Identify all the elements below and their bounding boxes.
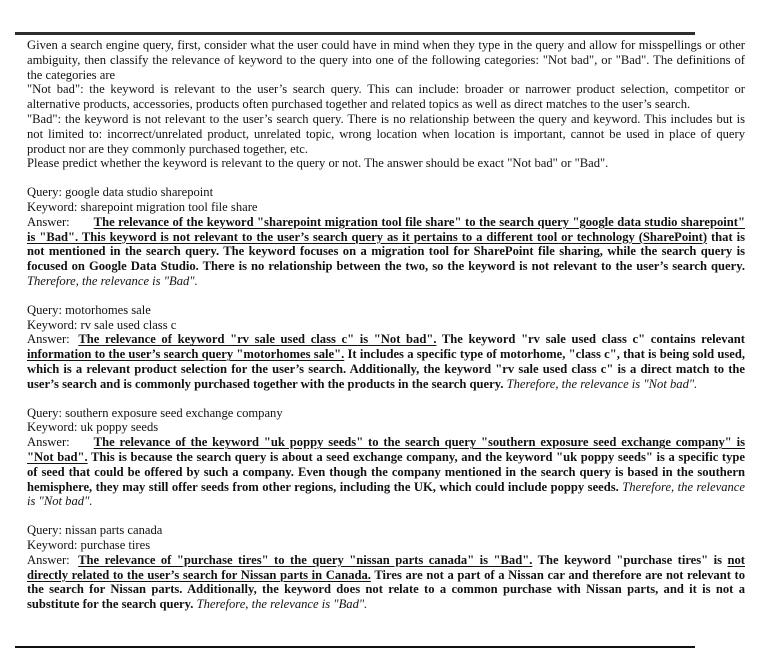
prompt-instructions xyxy=(27,38,745,171)
answer-segment: Therefore, the relevance is "Bad". xyxy=(27,273,198,288)
instructions-paragraph-3: "Bad": the keyword is not relevant to the user’s search query. There is no relationship between the query and keyword. This includes but is not limited to: incorrect/unrelated product, unrelated topic, wrong location when location is important, cannot be used in place of query product nor are they commonly purchased together, etc. xyxy=(27,111,745,156)
keyword-label: Keyword: xyxy=(27,420,78,435)
answer-segment: The relevance of "purchase tires" to the query "nissan parts canada" is "Bad". xyxy=(78,552,533,567)
example-block-3 xyxy=(27,406,745,510)
answer-segment: The keyword "purchase tires" is xyxy=(532,552,728,567)
query-value: motorhomes sale xyxy=(65,302,151,317)
query-value: nissan parts canada xyxy=(65,523,163,538)
figure-content xyxy=(27,38,745,612)
answer-segment: This is because the search query is about a seed exchange company, and the keyword "uk poppy seeds" is a specific type of seed that could be offered by such a company. Even though the company mentioned in the search query is based in the southern hemisphere, they may still offer seeds from other regions, including the UK, which could include poppy seeds. xyxy=(27,449,746,494)
query-label: Query: xyxy=(27,405,62,420)
answer-segment: Therefore, the relevance is "Not bad". xyxy=(506,376,698,391)
keyword-line xyxy=(27,538,745,553)
query-label: Query: xyxy=(27,302,62,317)
figure-bottom-rule xyxy=(15,646,695,648)
keyword-value: rv sale used class c xyxy=(80,317,177,332)
answer-segment: Tires are not a part of a Nissan car and therefore are not relevant to the search for Nissan parts. Additionally, the keyword does not relate to a common purchase with Nissan parts, and it is not a substitute for the search query. xyxy=(27,567,746,612)
example-block-1 xyxy=(27,185,745,289)
answer-segment: Therefore, the relevance is "Not bad". xyxy=(27,479,745,509)
query-value: southern exposure seed exchange company xyxy=(65,405,283,420)
answer-segment: not directly related to the user’s search for Nissan parts in Canada. xyxy=(27,552,745,582)
example-block-2 xyxy=(27,303,745,392)
keyword-value: sharepoint migration tool file share xyxy=(80,199,258,214)
keyword-label: Keyword: xyxy=(27,317,78,332)
answer-label: Answer: xyxy=(27,435,70,450)
answer-segment: The keyword "rv sale used class c" contains relevant xyxy=(436,332,745,347)
answer-label: Answer: xyxy=(27,552,70,567)
query-label: Query: xyxy=(27,523,62,538)
answer-segment: It includes a specific type of motorhome, "class c", that is being sold used, which is a relevant product selection for the user’s search. Additionally, the keyword "rv sale used class c" is a direct match to the user’s search and is commonly purchased together with the products in the search query. xyxy=(27,347,745,391)
query-line xyxy=(27,303,745,318)
answer-text xyxy=(27,332,745,390)
query-line xyxy=(27,523,745,538)
answer-segment: that is not mentioned in the search query. The keyword focuses on a migration tool for SharePoint file sharing, while the search query is focused on Google Data Studio. There is no relationship between the two, so the keyword is not relevant to the user’s search query. xyxy=(27,229,745,274)
instructions-paragraph-4: Please predict whether the keyword is relevant to the query or not. The answer should be exact "Not bad" or "Bad". xyxy=(27,156,609,171)
instructions-paragraph-2: "Not bad": the keyword is relevant to the user’s search query. This can include: broader or narrower product selection, competitor or alternative products, accessories, products often purchased together and related topics as well as direct matches to the user’s search. xyxy=(27,82,745,112)
keyword-label: Keyword: xyxy=(27,199,78,214)
answer-segment: Therefore, the relevance is "Bad". xyxy=(196,597,368,612)
keyword-line xyxy=(27,200,745,215)
answer-text xyxy=(27,435,745,508)
answer-text xyxy=(27,215,745,288)
query-line xyxy=(27,185,745,200)
answer-line xyxy=(27,332,745,391)
figure-top-rule xyxy=(15,32,695,35)
query-line xyxy=(27,406,745,421)
answer-label: Answer: xyxy=(27,332,70,347)
query-value: google data studio sharepoint xyxy=(65,185,214,200)
answer-line xyxy=(27,553,745,612)
answer-segment: The relevance of keyword "rv sale used class c" is "Not bad". xyxy=(78,332,437,347)
keyword-line xyxy=(27,420,745,435)
keyword-label: Keyword: xyxy=(27,537,78,552)
keyword-value: purchase tires xyxy=(80,537,151,552)
answer-segment: The relevance of the keyword "uk poppy seeds" to the search query "southern exposure seed exchange company" is "Not bad". xyxy=(27,435,745,464)
answer-label: Answer: xyxy=(27,214,70,229)
answer-line xyxy=(27,215,745,289)
answer-segment: information to the user’s search query "motorhomes sale". xyxy=(27,347,345,362)
answer-line xyxy=(27,435,745,509)
keyword-value: uk poppy seeds xyxy=(80,420,159,435)
query-label: Query: xyxy=(27,185,62,200)
answer-text xyxy=(27,553,745,611)
instructions-paragraph-1: Given a search engine query, first, consider what the user could have in mind when they type in the query and allow for misspellings or other ambiguity, then classify the relevance of keyword to the query into one of the following categories: "Not bad", or "Bad". The definitions of the categories are xyxy=(27,38,745,82)
answer-segment: The relevance of the keyword "sharepoint migration tool file share" to the search query "google data studio sharepoint" is "Bad". This keyword is not relevant to the user’s search query as it pertains to a different tool or technology (SharePoint) xyxy=(27,214,745,244)
example-block-4 xyxy=(27,523,745,612)
keyword-line xyxy=(27,318,745,333)
